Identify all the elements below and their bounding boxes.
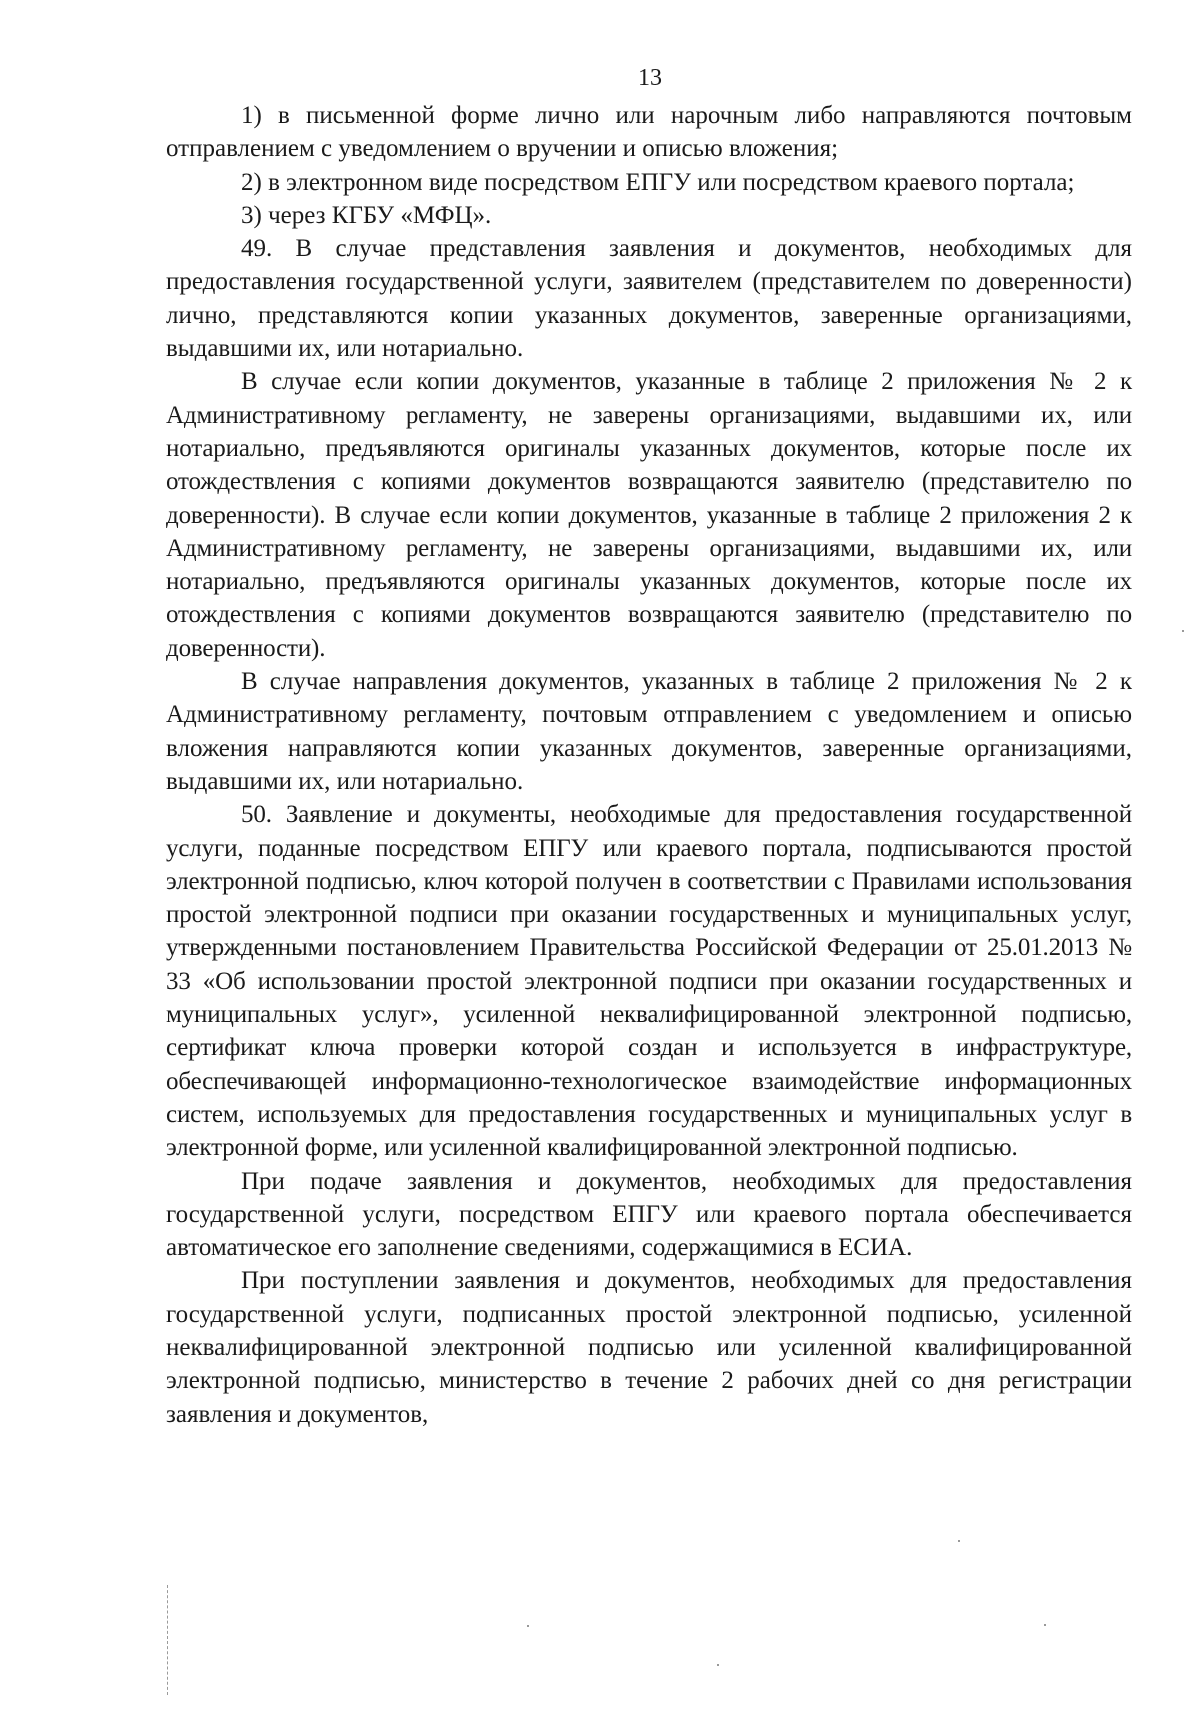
paragraph-esia-autofill: При подаче заявления и документов, необходимых для предоставления государственной услуги, посредством ЕПГУ или краевого портала обеспечивается автоматическое его заполнение сведениями, содержащимися в ЕСИА.	[166, 1167, 1132, 1262]
paragraph-submission-electronic: 2) в электронном виде посредством ЕПГУ или посредством краевого портала;	[241, 168, 1075, 196]
paragraph-signed-receipt: При поступлении заявления и документов, необходимых для предоставления государственной услуги, подписанных простой электронной подписью, усиленной неквалифицированной электронной подписью или усиленной квалифицированной электронной подписью, министерство в течение 2 рабочих дней со дня регистрации заявления и документов,	[166, 1267, 1132, 1428]
paragraph-submission-mfc: 3) через КГБУ «МФЦ».	[241, 201, 492, 229]
paragraph-submission-in-writing: 1) в письменной форме лично или нарочным либо направляются почтовым отправлением с уведомлением о вручении и описью вложения;	[166, 102, 1132, 163]
page-number: 13	[638, 65, 662, 91]
document-body	[166, 99, 1132, 1431]
scan-speck	[1182, 630, 1184, 632]
scan-speck	[527, 1625, 529, 1627]
scan-speck	[958, 1540, 960, 1542]
paragraph-clause-49: 49. В случае представления заявления и документов, необходимых для предоставления государственной услуги, заявителем (представителем по доверенности) лично, представляются копии указанных документов, заверенные организациями, выдавшими их, или нотариально.	[166, 235, 1132, 363]
paragraph-postal-submission: В случае направления документов, указанных в таблице 2 приложения № 2 к Административному регламенту, почтовым отправлением с уведомлением и описью вложения направляются копии указанных документов, заверенные организациями, выдавшими их, или нотариально.	[166, 668, 1132, 795]
paragraph-unverified-copies: В случае если копии документов, указанные в таблице 2 приложения № 2 к Административному регламенту, не заверены организациями, выдавшими их, или нотариально, предъявляются оригиналы указанных документов, которые после их отождествления с копиями документов возвращаются заявителю (представителю по доверенности). В случае если копии документов, указанные в таблице 2 приложения 2 к Административному регламенту, не заверены организациями, выдавшими их, или нотариально, предъявляются оригиналы указанных документов, которые после их отождествления с копиями документов возвращаются заявителю (представителю по доверенности).	[166, 368, 1132, 662]
scan-edge-mark	[167, 1585, 168, 1695]
scan-speck	[1044, 1624, 1046, 1626]
paragraph-clause-50: 50. Заявление и документы, необходимые для предоставления государственной услуги, поданные посредством ЕПГУ или краевого портала, подписываются простой электронной подписью, ключ которой получен в соответствии с Правилами использования простой электронной подписи при оказании государственных и муниципальных услуг, утвержденными постановлением Правительства Российской Федерации от 25.01.2013 № 33 «Об использовании простой электронной подписи при оказании государственных и муниципальных услуг», усиленной неквалифицированной электронной подписью, сертификат ключа проверки которой создан и используется в инфраструктуре, обеспечивающей информационно-технологическое взаимодействие информационных систем, используемых для предоставления государственных и муниципальных услуг в электронной форме, или усиленной квалифицированной электронной подписью.	[166, 801, 1132, 1162]
scan-speck	[717, 1664, 719, 1666]
